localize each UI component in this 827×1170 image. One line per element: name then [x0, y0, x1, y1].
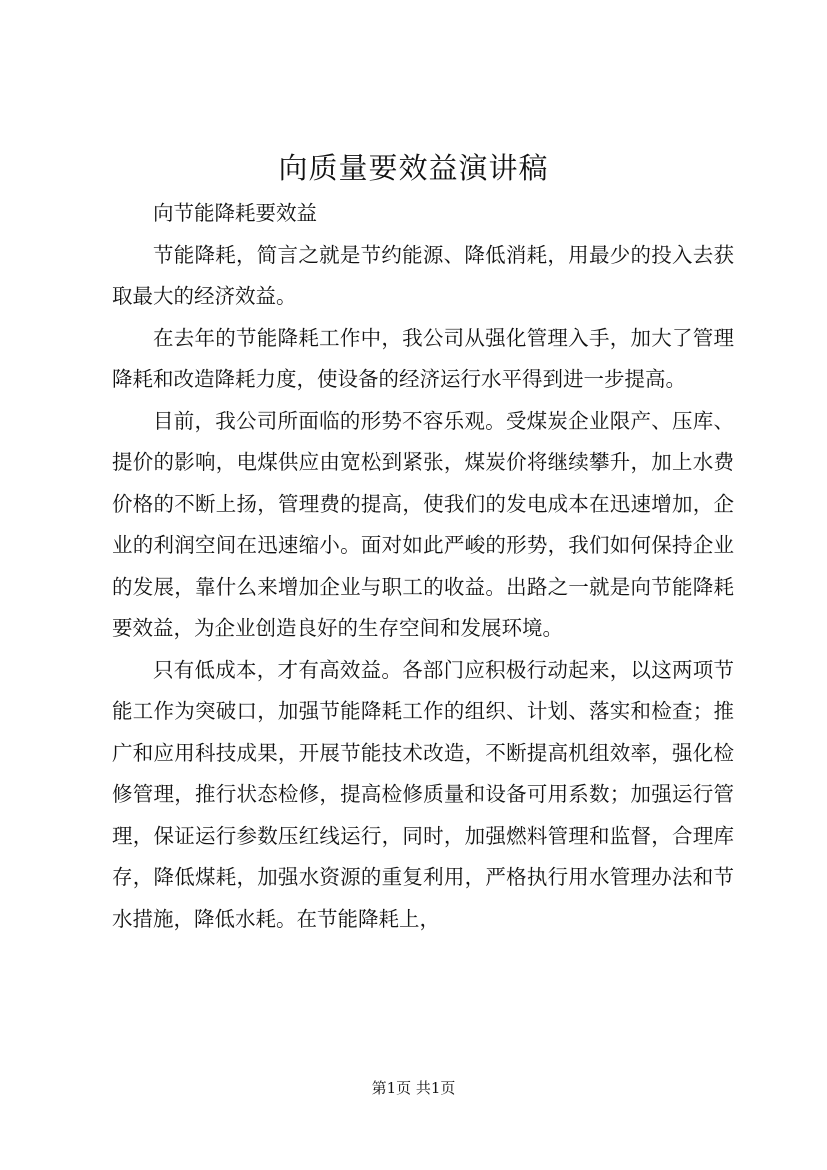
paragraph-subtitle: 向节能降耗要效益 [153, 201, 317, 225]
paragraph-current-situation: 目前，我公司所面临的形势不容乐观。受煤炭企业限产、压库、提价的影响，电煤供应由宽松到紧张，煤炭价将继续攀升，加上水费价格的不断上扬，管理费的提高，使我们的发电成本在迅速增加，企业的利润空间在迅速缩小。面对如此严峻的形势，我们如何保持企业的发展，靠什么来增加企业与职工的收益。出路之一就是向节能降耗要效益，为企业创造良好的生存空间和发展环境。 [112, 408, 734, 640]
paragraph-definition: 节能降耗，简言之就是节约能源、降低消耗，用最少的投入去获取最大的经济效益。 [112, 242, 734, 308]
document-body [112, 193, 734, 940]
document-title: 向质量要效益演讲稿 [278, 151, 549, 185]
paragraph-measures: 只有低成本，才有高效益。各部门应积极行动起来，以这两项节能工作为突破口，加强节能降耗工作的组织、计划、落实和检查；推广和应用科技成果，开展节能技术改造，不断提高机组效率，强化检修管理，推行状态检修，提高检修质量和设备可用系数；加强运行管理，保证运行参数压红线运行，同时，加强燃料管理和监督，合理库存，降低煤耗，加强水资源的重复利用，严格执行用水管理办法和节水措施，降低水耗。在节能降耗上， [112, 657, 734, 931]
paragraph-last-year: 在去年的节能降耗工作中，我公司从强化管理入手，加大了管理降耗和改造降耗力度，使设备的经济运行水平得到进一步提高。 [112, 325, 734, 391]
page-footer: 第1页 共1页 [371, 1079, 456, 1097]
